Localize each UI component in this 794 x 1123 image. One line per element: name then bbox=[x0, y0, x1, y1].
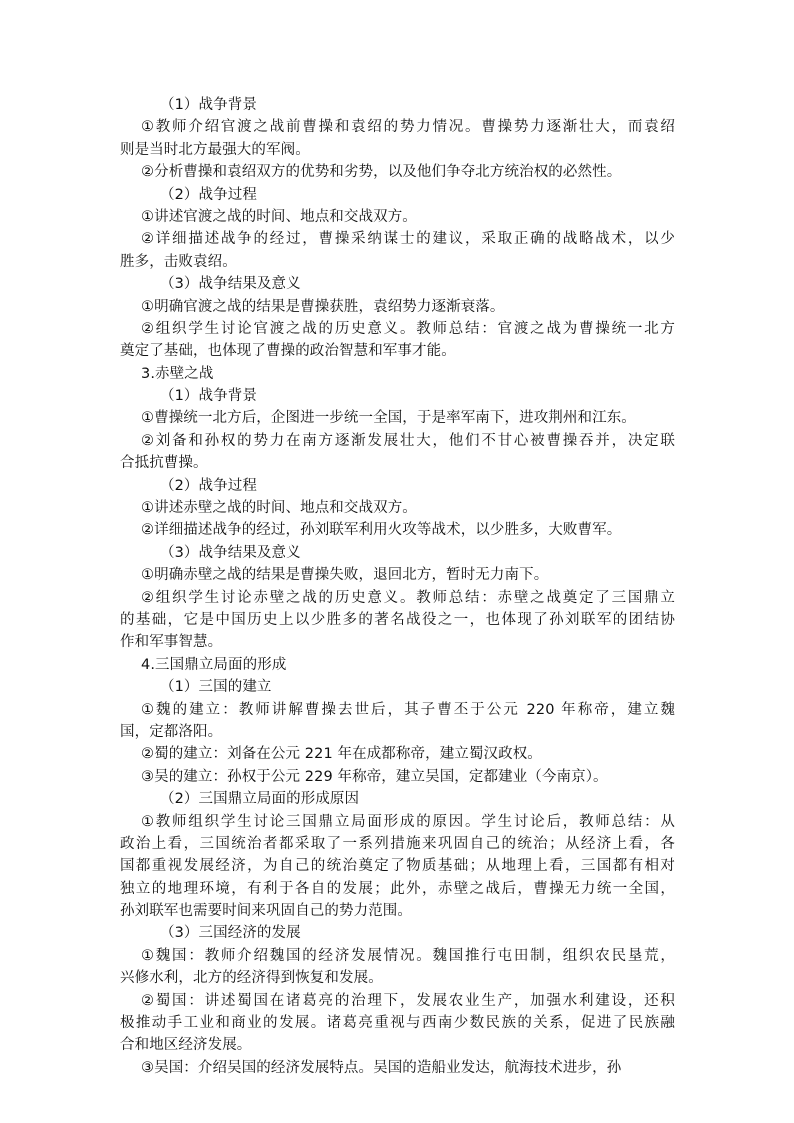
text-line: （3）战争结果及意义 bbox=[160, 544, 301, 561]
text-line: 政治上看，三国统治者都采取了一系列措施来巩固自己的统治；从经济上看，各 bbox=[120, 835, 675, 852]
text-line: 则是当时北方最强大的军阀。 bbox=[120, 141, 310, 158]
text-line: ①明确官渡之战的结果是曹操获胜，袁绍势力逐渐衰落。 bbox=[141, 298, 505, 315]
text-line: 的基础，它是中国历史上以少胜多的著名战役之一，也体现了孙刘联军的团结协 bbox=[120, 611, 675, 628]
text-line: ①讲述赤壁之战的时间、地点和交战双方。 bbox=[141, 500, 417, 517]
text-line: 3.赤壁之战 bbox=[141, 365, 214, 382]
text-line: ①魏的建立：教师讲解曹操去世后，其子曹丕于公元 220 年称帝，建立魏 bbox=[141, 701, 675, 718]
text-line: （2）战争过程 bbox=[160, 186, 257, 203]
text-line: 合抵抗曹操。 bbox=[120, 455, 208, 472]
text-line: 独立的地理环境，有利于各自的发展；此外，赤壁之战后，曹操无力统一全国， bbox=[120, 880, 675, 897]
text-line: 国都重视发展经济，为自己的统治奠定了物质基础；从地理上看，三国都有相对 bbox=[120, 858, 675, 875]
text-line: ②分析曹操和袁绍双方的优势和劣势，以及他们争夺北方统治权的必然性。 bbox=[141, 164, 622, 181]
text-line: ①魏国：教师介绍魏国的经济发展情况。魏国推行屯田制，组织农民垦荒， bbox=[141, 947, 675, 964]
text-line: （2）三国鼎立局面的形成原因 bbox=[160, 791, 360, 808]
text-line: 作和军事智慧。 bbox=[120, 634, 223, 651]
text-line: ②详细描述战争的经过，孙刘联军利用火攻等战术，以少胜多，大败曹军。 bbox=[141, 522, 622, 539]
text-line: 胜多，击败袁绍。 bbox=[120, 253, 237, 270]
text-line: （1）战争背景 bbox=[160, 97, 257, 113]
text-line: ①明确赤壁之战的结果是曹操失败，退回北方，暂时无力南下。 bbox=[141, 567, 549, 584]
text-line: （3）三国经济的发展 bbox=[160, 925, 301, 942]
text-line: ②组织学生讨论官渡之战的历史意义。教师总结：官渡之战为曹操统一北方 bbox=[141, 320, 675, 337]
text-line: ①教师介绍官渡之战前曹操和袁绍的势力情况。曹操势力逐渐壮大，而袁绍 bbox=[141, 119, 675, 136]
text-line: 极推动手工业和商业的发展。诸葛亮重视与西南少数民族的关系，促进了民族融 bbox=[120, 1015, 675, 1032]
text-line: （1）战争背景 bbox=[160, 388, 257, 405]
text-line: ①曹操统一北方后，企图进一步统一全国，于是率军南下，进攻荆州和江东。 bbox=[141, 410, 636, 427]
text-line: ②详细描述战争的经过，曹操采纳谋士的建议，采取正确的战略战术，以少 bbox=[141, 231, 675, 248]
text-line: （3）战争结果及意义 bbox=[160, 276, 301, 293]
document-body bbox=[120, 94, 675, 1079]
text-line: ②蜀的建立：刘备在公元 221 年在成都称帝，建立蜀汉政权。 bbox=[141, 746, 542, 763]
text-line: 国，定都洛阳。 bbox=[120, 723, 223, 740]
text-line: ①教师组织学生讨论三国鼎立局面形成的原因。学生讨论后，教师总结：从 bbox=[141, 813, 675, 830]
text-line: ③吴的建立：孙权于公元 229 年称帝，建立吴国，定都建业（今南京）。 bbox=[141, 768, 608, 785]
text-line: ②蜀国：讲述蜀国在诸葛亮的治理下，发展农业生产，加强水利建设，还积 bbox=[141, 992, 675, 1009]
text-line: 孙刘联军也需要时间来巩固自己的势力范围。 bbox=[120, 903, 412, 920]
text-line: ②刘备和孙权的势力在南方逐渐发展壮大，他们不甘心被曹操吞并，决定联 bbox=[141, 432, 675, 449]
text-line: ②组织学生讨论赤壁之战的历史意义。教师总结：赤壁之战奠定了三国鼎立 bbox=[141, 589, 675, 606]
text-line: （1）三国的建立 bbox=[160, 679, 272, 696]
text-line: 兴修水利，北方的经济得到恢复和发展。 bbox=[120, 970, 383, 987]
text-line: 奠定了基础，也体现了曹操的政治智慧和军事才能。 bbox=[120, 343, 456, 360]
text-line: ③吴国：介绍吴国的经济发展特点。吴国的造船业发达，航海技术进步，孙 bbox=[141, 1059, 622, 1076]
text-line: ①讲述官渡之战的时间、地点和交战双方。 bbox=[141, 208, 417, 225]
text-line: 合和地区经济发展。 bbox=[120, 1037, 252, 1054]
text-line: （2）战争过程 bbox=[160, 477, 257, 494]
text-line: 4.三国鼎立局面的形成 bbox=[141, 656, 287, 673]
